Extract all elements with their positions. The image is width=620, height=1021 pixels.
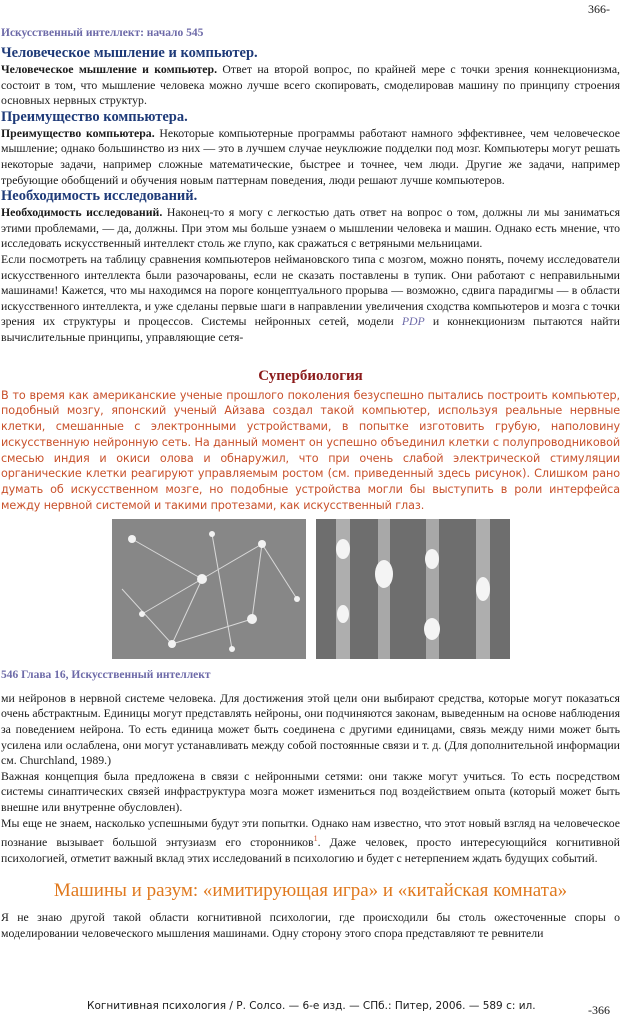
section-paragraph: [1, 126, 620, 188]
footnote-mark[interactable]: 1: [313, 834, 318, 844]
micrograph-right: [316, 519, 510, 659]
section-heading: Преимущество компьютера.: [1, 108, 188, 125]
paragraph-text: . Даже человек, просто интересующийся когнитивной психологией, отметит важный вклад этих исследований в психологию и будет с нетерпением ждать будущих событий.: [1, 835, 620, 865]
body-paragraph: Я не знаю другой такой области когнитивной психологии, где происходили бы столь ожесточенные споры о моделировании человеческого мышления машинами. Одну сторону этого спора представляют те ревнители: [1, 910, 620, 940]
neuron-micrographs: [1, 519, 620, 659]
sidebar-title: Супербиология: [258, 367, 363, 384]
page-number-bottom: -366: [588, 1003, 610, 1017]
body-paragraph: [1, 816, 620, 867]
paragraph-text: Ответ на второй вопрос, по крайней мере с точки зрения коннекционизма, состоит в том, что мышление человека можно лучше всего скопировать, смоделировав машину по принципу строения основных нервных структур.: [1, 62, 620, 108]
sidebar-text: В то время как американские ученые прошлого поколения безуспешно пытались построить компьютер, подобный мозгу, японский ученый Айзава создал такой компьютер, используя реальные нервные клетки, смешанные с электронными устройствами, в попытке изготовить грубую, наполовину искусственную нейронную сеть. На данный момент он успешно объединил клетки с полупроводниковой смесью индия и окиси олова и обнаружил, что при очень слабой электрической стимуляции органические клетки реагируют управляемым ростом (см. приведенный здесь рисунок). Слишком рано думать об искусственном мозге, но подобные устройства могли бы выступить в роли интерфейса между нервной системой и такими протезами, как искусственный глаз.: [1, 388, 620, 513]
page-number-top: 366-: [588, 2, 610, 16]
chapter-heading: Машины и разум: «имитирующая игра» и «китайская комната»: [53, 880, 568, 902]
paragraph-text: Некоторые компьютерные программы работают намного эффективнее, чем человеческое мышление; однако большинство из них — это в лучшем случае неуклюжие подделки под мозг. Компьютеры могут решать некоторые задачи, например сложные математические, быстрее и точнее, чем люди. Другие же задачи, например требующие обобщений и обучения новым паттернам поведения, люди решают лучше компьютеров.: [1, 125, 620, 187]
body-paragraph: Важная концепция была предложена в связи с нейронными сетями: они также могут учиться. То есть посредством системы синаптических связей инфраструктура мозга может измениться под воздействием опыта (который может быть внешне или внутренне обусловлен).: [1, 768, 620, 815]
footer-citation: Когнитивная психология / Р. Солсо. — 6-е изд. — СПб.: Питер, 2006. — 589 с: ил.: [87, 1000, 536, 1012]
section-paragraph: [1, 62, 620, 109]
lead-in: Необходимость исследований.: [1, 205, 163, 220]
paragraph-text: и коннекционизм пытаются найти вычислительные принципы, управляющие сетя-: [1, 314, 620, 344]
paragraph-text: Если посмотреть на таблицу сравнения компьютеров неймановского типа с мозгом, можно понять, почему исследователи искусственного интеллекта были разочарованы, если не сказать поставлены в тупик. Они работают с неправильными машинами! Кажется, что мы находимся на пороге концептуального прорыва — возможно, сдвига парадигмы — в области искусственного интеллекта, и уже сделаны первые шаги в направлении увеличения сходства компьютеров и мозга с точки зрения их структуры и процессов. Системы нейронных сетей, модели: [1, 251, 620, 329]
paragraph-text: Мы еще не знаем, насколько успешными будут эти попытки. Однако нам известно, что этот новый взгляд на человеческое познание вызывает большой энтузиазм его сторонников: [1, 815, 620, 850]
section-paragraph: [1, 205, 620, 252]
section-heading: Человеческое мышление и компьютер.: [1, 45, 258, 61]
table-comparison-paragraph: [1, 252, 620, 346]
running-head: Искусственный интеллект: начало 545: [1, 27, 204, 39]
lead-in: Человеческое мышление и компьютер.: [1, 62, 218, 76]
section-heading: Необходимость исследований.: [1, 188, 198, 205]
figure-caption: 546 Глава 16, Искусственный интеллект: [1, 668, 211, 681]
paragraph-text: Наконец-то я могу с легкостью дать ответ на вопрос о том, должны ли мы заниматься этими проблемами, — да, должны. При этом мы больше узнаем о мышлении человека и машин. Однако есть мнение, что исследовать искусственный интеллект столь же глупо, как сражаться с ветряными мельницами.: [1, 205, 620, 251]
micrograph-left: [112, 519, 306, 659]
body-paragraph: ми нейронов в нервной системе человека. Для достижения этой цели они выбирают средства, которые могут показаться очень абстрактным. Единицы могут представлять нейроны, они подчиняются законам, выведенным на основе наблюдения за поведением нейрона. То есть единица может быть соединена с другими единицами, связь между ними может быть усилена или ослаблена, они могут устанавливать между собой постоянные связи и т. д. (Для дополнительной информации см. Churchland, 1989.): [1, 690, 620, 768]
page-content: [1, 27, 620, 942]
pdp-link[interactable]: PDP: [401, 314, 425, 329]
lead-in: Преимущество компьютера.: [1, 125, 155, 140]
